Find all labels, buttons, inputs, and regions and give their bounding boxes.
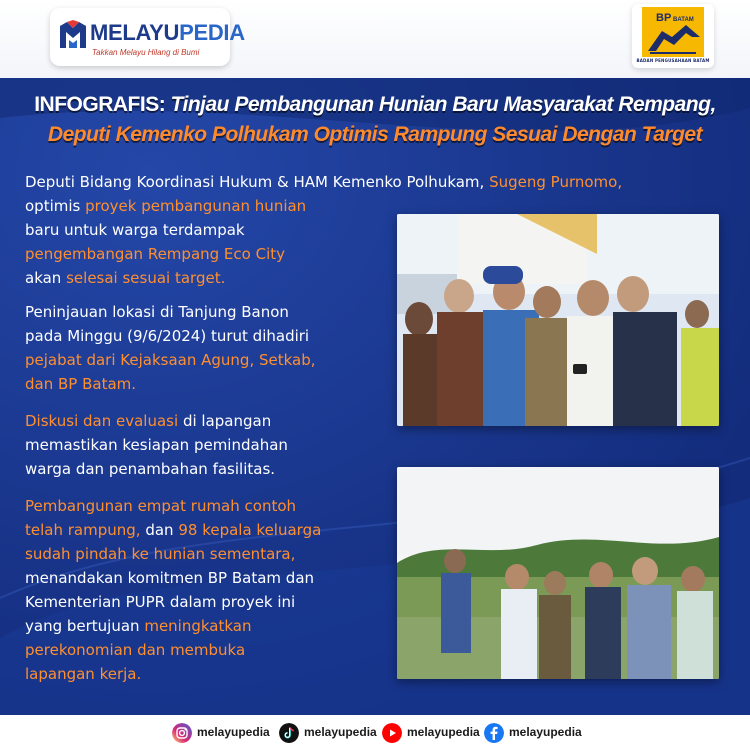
bp-batam-logo-icon: [642, 7, 704, 57]
header-bar: [0, 0, 750, 78]
p4-highlight: meningkatkan: [144, 617, 252, 635]
p2-highlight: dan BP Batam.: [25, 375, 137, 393]
p1-text: optimis: [25, 197, 81, 215]
instagram-handle: melayupedia: [197, 725, 270, 739]
bp-batam-caption: BADAN PENGUSAHAAN BATAM: [636, 58, 710, 63]
youtube-handle: melayupedia: [407, 725, 480, 739]
headline-line1: Tinjau Pembangunan Hunian Baru Masyarakat Rempang,: [170, 93, 716, 116]
p3-highlight: Diskusi dan evaluasi: [25, 412, 179, 430]
tiktok-handle: melayupedia: [304, 725, 377, 739]
p3-text: di lapangan: [182, 412, 272, 430]
p2-text: pada Minggu (9/6/2024) turut dihadiri: [25, 327, 310, 345]
svg-text:BP: BP: [656, 12, 672, 24]
p4-highlight: 98 kepala keluarga: [178, 521, 322, 539]
p4-highlight: telah rampung,: [25, 521, 141, 539]
instagram-icon: [172, 723, 192, 743]
melayupedia-logo-card[interactable]: [50, 8, 245, 66]
p1-highlight: selesai sesuai target.: [66, 269, 226, 287]
p4-text: dan: [145, 521, 174, 539]
p1-name-highlight: Sugeng Purnomo,: [489, 173, 623, 191]
headline-line2: Deputi Kemenko Polhukam Optimis Rampung Sesuai Dengan Target: [47, 123, 703, 146]
infographic-panel: [0, 78, 750, 715]
p1-highlight: pengembangan Rempang Eco City: [25, 245, 285, 263]
paragraph-3: [25, 409, 370, 481]
tiktok-icon: [279, 723, 299, 743]
photo-site-visit-illustration: [397, 214, 719, 426]
p2-highlight: pejabat dari Kejaksaan Agung, Setkab,: [25, 351, 316, 369]
p4-highlight: sudah pindah ke hunian sementara,: [25, 545, 296, 563]
photo-field-illustration: [397, 467, 719, 679]
footer-bar: [0, 715, 750, 750]
p1-highlight: proyek pembangunan hunian: [85, 197, 307, 215]
facebook-icon: [484, 723, 504, 743]
p3-text: memastikan kesiapan pemindahan: [25, 436, 288, 454]
photo-site-visit-group: [397, 214, 719, 426]
photo-field-inspection: [397, 467, 719, 679]
brand-tagline: Takkan Melayu Hilang di Bumi: [92, 48, 200, 57]
p4-highlight: perekonomian dan membuka: [25, 641, 246, 659]
svg-text:BATAM: BATAM: [673, 17, 694, 23]
bp-batam-logo-card[interactable]: [632, 4, 714, 68]
p4-text: menandakan komitmen BP Batam dan: [25, 569, 315, 587]
p1-text: Deputi Bidang Koordinasi Hukum & HAM Kemenko Polhukam,: [25, 173, 485, 191]
p4-highlight: lapangan kerja.: [25, 665, 142, 683]
youtube-icon: [382, 723, 402, 743]
melayupedia-logo-icon: [58, 20, 88, 50]
p1-text: akan: [25, 269, 62, 287]
headline: [0, 90, 750, 150]
brand-name: MELAYUPEDIA: [90, 20, 245, 45]
p4-highlight: Pembangunan empat rumah contoh: [25, 497, 297, 515]
p2-text: Peninjauan lokasi di Tanjung Banon: [25, 303, 289, 321]
headline-prefix: INFOGRAFIS:: [34, 93, 166, 116]
p4-text: yang bertujuan: [25, 617, 140, 635]
p4-text: Kementerian PUPR dalam proyek ini: [25, 593, 296, 611]
p3-text: warga dan penambahan fasilitas.: [25, 460, 276, 478]
facebook-handle: melayupedia: [509, 725, 582, 739]
p1-text: baru untuk warga terdampak: [25, 221, 245, 239]
paragraph-4: [25, 494, 380, 686]
paragraph-2: [25, 300, 380, 396]
